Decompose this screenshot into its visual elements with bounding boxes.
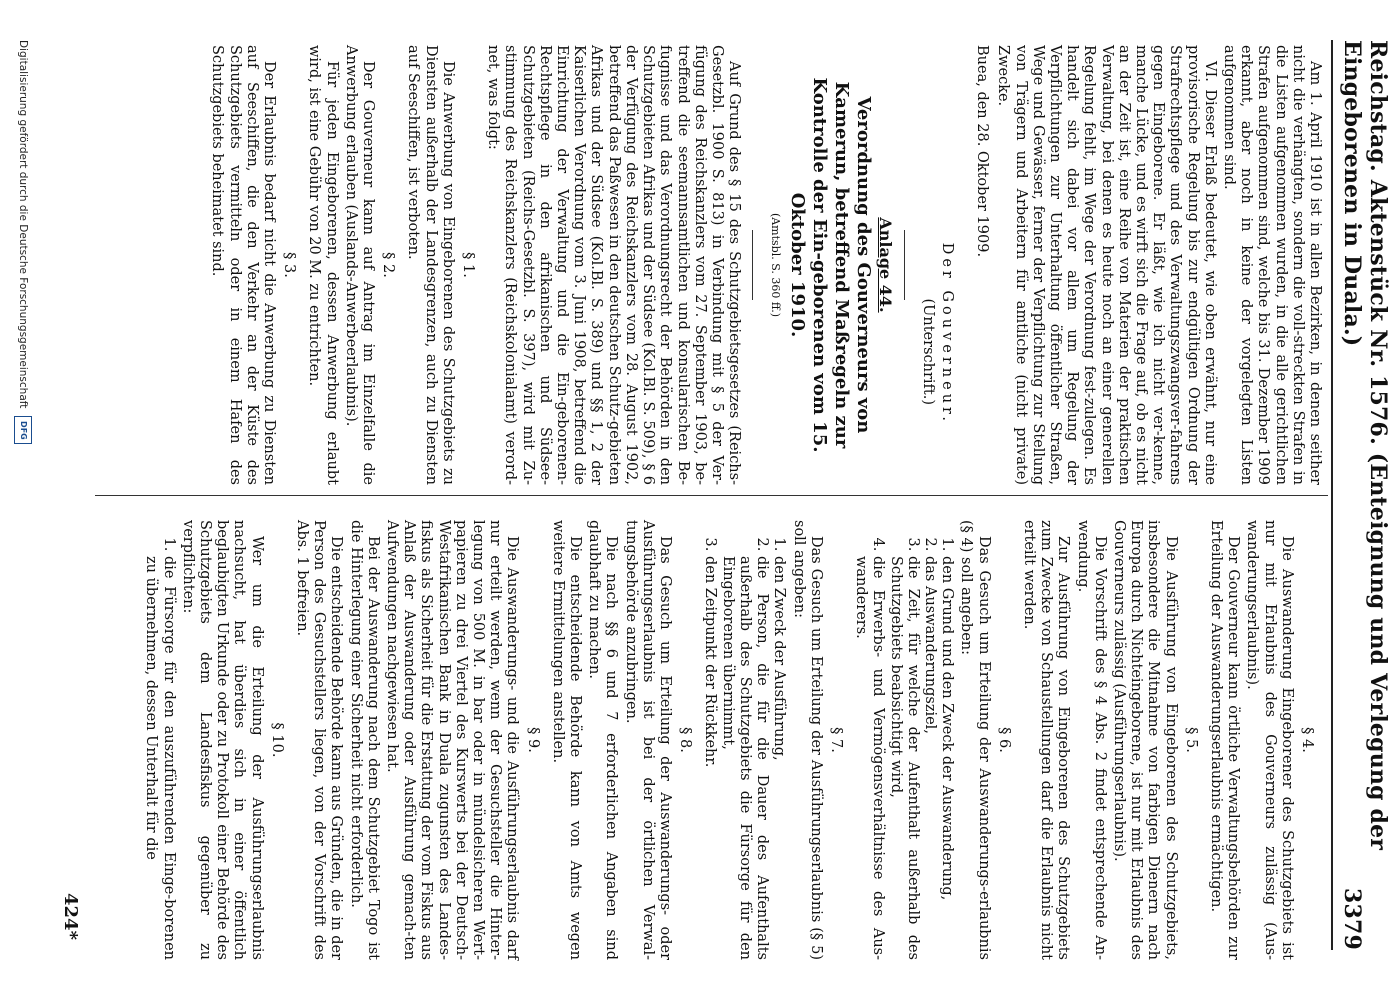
paragraph: Die entscheidende Behörde kann von Amts wegen weitere Ermittelungen anstellen.	[549, 520, 584, 960]
paragraph: Die Ausführung von Eingeborenen des Schutzgebiets, insbesondere die Mitnahme von farbigen Dienern nach Europa durch Nichteingeborene, ist nur mit Erlaubnis des Gouverneurs zulässig (Ausführungserlaubnis).	[1110, 520, 1179, 960]
page-header	[1331, 40, 1391, 950]
paragraph: Die nach §§ 6 und 7 erforderlichen Angaben sind glaubhaft zu machen.	[586, 520, 620, 960]
paragraph: Die entscheidende Behörde kann aus Gründen, die in der Person des Gesuchstellers liegen, von der Vorschrift des Abs. 1 befreien.	[294, 520, 345, 960]
paragraph: Die Anwerbung von Eingeborenen des Schutzgebiets zu Diensten außerhalb der Landesgrenzen, auch zu Diensten auf Seeschiffen, ist verboten.	[405, 45, 456, 485]
list-item: 3. die Zeit, für welche der Aufenthalt außerhalb des Schutzgebiets beabsichtigt wird,	[886, 556, 920, 960]
list-item: 1. die Fürsorge für den auszuführenden Einge-borenen zu übernehmen, dessen Unterhalt für die	[142, 556, 176, 960]
amtsblatt-reference: (Amtsbl. S. 360 ff.)	[769, 212, 783, 318]
list-item: 1. den Grund und den Zweck der Auswanderung,	[938, 556, 955, 960]
numbered-list	[701, 520, 787, 960]
paragraph: Das Gesuch um Erteilung der Auswanderungs-erlaubnis (§ 4) soll angeben:	[958, 520, 992, 960]
paragraph: Wer um die Erteilung der Ausführungserlaubnis nachsucht, hat überdies sich in einer öffentlich beglaubigten Urkunde oder zu Protokoll einer Behörde des Schutzgebiets dem Landesfiskus gegenüber zu verpflichten:	[179, 520, 265, 960]
section-heading: § 10.	[268, 722, 285, 758]
list-item: 2. die Person, die für die Dauer des Aufenthalts außerhalb des Schutzgebiets die Fürsorge für den Eingeborenen übernimmt,	[719, 556, 771, 960]
list-item: 3. den Zeitpunkt der Rückkehr.	[701, 556, 718, 960]
paragraph: Der Gouverneur kann örtliche Verwaltungsbehörden zur Erteilung der Auswanderungserlaubnis ermächtigen.	[1207, 520, 1242, 960]
section-heading: § 2.	[380, 252, 397, 278]
left-column	[206, 45, 1323, 485]
section-heading: § 1.	[460, 252, 477, 278]
ordinance-title: Verordnung des Gouverneurs von Kamerun, betreffend Maßregeln zur Kontrolle der Ein-geborenen vom 15. Oktober 1910.	[787, 77, 875, 453]
paragraph: Der Gouverneur kann auf Antrag im Einzelfalle die Anwerbung erlauben (Auslands-Anwerbeerlaubnis).	[342, 45, 377, 485]
section-heading: § 6.	[995, 727, 1012, 753]
section-heading: § 3.	[281, 252, 298, 278]
paragraph: Auf Grund des § 15 des Schutzgebietsgesetzes (Reichs-Gesetzbl. 1900 S. 813) in Verbindung mit § 5 der Ver-fügung des Reichskanzlers vom 27. September 1903, be-treffend die seemannsamtlichen und konsularischen Be-fugnisse und das Verordnungsrecht der Behörden in den Schutzgebieten Afrikas und der Südsee (Kol.Bl. S. 509), § 6 der Verfügung des Reichskanzlers vom 28. August 1902, betreffend das Paßwesen in den deutschen Schutz-gebieten Afrikas und der Südsee (Kol.Bl. S. 389) und §§ 1, 2 der Kaiserlichen Verordnung vom 3. Juni 1908, betreffend die Einrichtung der Verwaltung und die Ein-geborenen-Rechtspflege in den afrikanischen und Südsee-Schutzgebieten (Reichs-Gesetzbl. S. 397), wird mit Zu-stimmung des Reichskanzlers (Reichskolonialamt) verord-net, was folgt:	[485, 45, 743, 485]
section-heading: § 5.	[1182, 727, 1199, 753]
header-title: Reichstag. Aktenstück Nr. 1576. (Enteignung und Verlegung der Eingeborenen in Duala.)	[1339, 40, 1391, 851]
anlage-heading: Anlage 44.	[875, 217, 895, 313]
paragraph: Das Gesuch um Erteilung der Auswanderungs- oder Ausführungserlaubnis ist bei der örtlichen Verwal-tungsbehörde anzubringen.	[622, 520, 674, 960]
paragraph: Die Auswanderung Eingeborener des Schutzgebiets ist nur mit Erlaubnis des Gouverneurs zulässig (Aus-wanderungserlaubnis).	[1244, 520, 1295, 960]
numbered-list	[142, 520, 176, 960]
date-line: Buea, den 28. Oktober 1909.	[974, 45, 991, 258]
list-item: 1. den Zweck der Ausführung,	[770, 556, 787, 960]
signature: Der Gouverneur.	[938, 242, 955, 425]
section-heading: § 9.	[524, 727, 541, 753]
paragraph: Am 1. April 1910 ist in allen Bezirken, in denen seither nicht die verhängten, sondern die voll-streckten Strafen in die Listen aufgenommen wurden, in die alle gerichtlichen Strafen aufgenommen sind, welche bis 31. Dezember 1909 erkannt, aber noch in keine der vorgelegten Listen aufgenommen sind.	[1220, 45, 1323, 485]
section-heading: § 7.	[827, 727, 844, 753]
paragraph: Zur Ausführung von Eingeborenen des Schutzgebiets zum Zwecke von Schaustellungen darf die Erlaubnis nicht erteilt werden.	[1020, 520, 1072, 960]
paragraph: Die Auswanderungs- und die Ausführungserlaubnis darf nur erteilt werden, wenn der Gesuchsteller die Hinter-legung von 500 M. in bar oder in mündelsicheren Wert-papieren zu drei Viertel des Kurswerts bei der Deutsch-Westafrikanischen Bank in Duala zugunsten des Landes-fiskus als Sicherheit für die Erstattung der vom Fiskus aus Anlaß der Auswanderung oder Ausführung gemach-ten Aufwendungen nachgewiesen hat.	[384, 520, 521, 960]
signature-note: (Unterschrift.)	[919, 298, 936, 405]
section-heading: § 4.	[1299, 727, 1315, 753]
separator-rule	[752, 230, 753, 300]
paragraph: VI. Dieser Erlaß bedeutet, wie oben erwähnt, nur eine provisorische Regelung bis zur endgültigen Ordnung der Strafrechtspflege und des Verwaltungszwangsver-fahrens gegen Eingeborene. Er läßt, wie ich nicht ver-kenne, manche Lücke, und es wirft sich die Frage auf, ob es nicht an der Zeit ist, eine Reihe von Materien der praktischen Verwaltung, bei denen es heute noch an einer generellen Regelung fehlt, im Wege der Verordnung fest-zulegen. Es handelt sich dabei vor allem um Regelung der Verpflichtungen zur Unterhaltung öffentlicher Straßen, Wege und Gewässer, ferner der Verpflichtung zur Stellung von Trägern und Arbeitern für amtliche (nicht private) Zwecke.	[995, 45, 1218, 485]
separator-rule	[904, 230, 905, 300]
right-column	[139, 520, 1323, 960]
section-heading: § 8.	[677, 727, 694, 753]
header-page-number: 3379	[1339, 887, 1365, 950]
numbered-list	[852, 520, 955, 960]
column-divider	[95, 495, 1328, 496]
paragraph: Für jeden Eingeborenen, dessen Anwerbung erlaubt wird, ist eine Gebühr von 20 M. zu entrichten.	[306, 45, 340, 485]
paragraph: Die Vorschrift des § 4 Abs. 2 findet entsprechende An-wendung.	[1074, 520, 1108, 960]
paragraph: Das Gesuch um Erteilung der Ausführungserlaubnis (§ 5) soll angeben:	[790, 520, 824, 960]
paragraph: Der Erlaubnis bedarf nicht die Anwerbung zu Diensten auf Seeschiffen, die den Verkehr an der Küste des Schutzgebiets vermitteln oder in einem Hafen des Schutzgebiets beheimatet sind.	[209, 45, 278, 485]
digitization-credit	[8, 40, 38, 980]
dfg-logo: DFG	[14, 416, 32, 444]
list-item: 2. das Auswanderungsziel,	[921, 556, 938, 960]
footer-page-number: 424*	[60, 893, 81, 940]
list-item: 4. die Erwerbs- und Vermögensverhältnisse des Aus-wanderers.	[852, 556, 886, 960]
paragraph: Bei der Auswanderung nach dem Schutzgebiet Togo ist die Hinterlegung einer Sicherheit nicht erforderlich.	[347, 520, 381, 960]
credit-text: Digitalisierung gefördert durch die Deutsche Forschungsgemeinschaft	[17, 40, 29, 409]
